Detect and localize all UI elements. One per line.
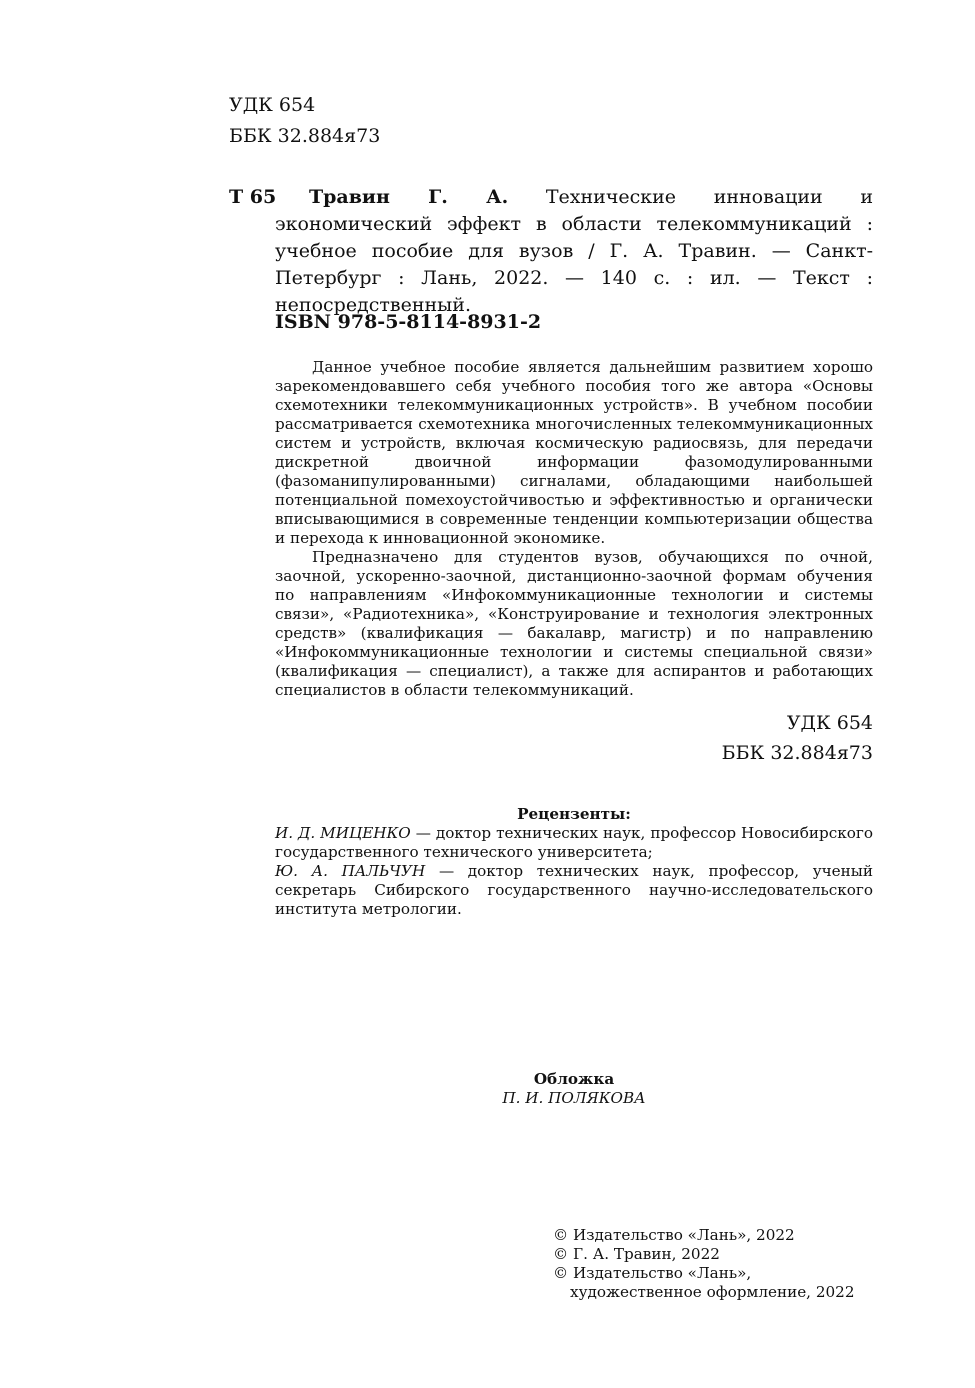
reviewers-block — [275, 805, 873, 919]
entry-description: Технические инновации и экономический эффект в области телекоммуникаций : учебное пособие для вузов / Г. А. Травин. — Санкт-Петербург : Лань, 2022. — 140 с. : ил. — Текст : непосредственный. — [275, 186, 873, 316]
copyright-line: © Издательство «Лань», — [553, 1264, 752, 1282]
copyright-line: © Г. А. Травин, 2022 — [553, 1245, 720, 1263]
udk-code: УДК 654 — [786, 712, 873, 734]
classification-block-bottom — [722, 708, 873, 768]
copyright-line: © Издательство «Лань», 2022 — [553, 1226, 795, 1244]
classification-block-top — [229, 90, 380, 152]
reviewer-name: И. Д. МИЦЕНКО — [275, 824, 411, 842]
reviewer-details: — доктор технических наук, профессор Новосибирского государственного технического университета; — [275, 824, 873, 861]
reviewer-details: — доктор технических наук, профессор, ученый секретарь Сибирского государственного научно-исследовательского института метрологии. — [275, 862, 873, 918]
annotation — [275, 358, 873, 700]
copyright-line: художественное оформление, 2022 — [570, 1283, 855, 1301]
entry-author: Травин Г. А. — [309, 186, 509, 208]
reviewer-entry — [275, 824, 873, 862]
reviewer-entry — [275, 862, 873, 919]
copyright-block — [553, 1226, 855, 1302]
cover-label: Обложка — [533, 1070, 615, 1088]
annotation-paragraph-2: Предназначено для студентов вузов, обучающихся по очной, заочной, ускоренно-заочной, дистанционно-заочной формам обучения по направлениям «Инфокоммуникационные технологии и системы связи», «Радиотехника», «Конструирование и технология электронных средств» (квалификация — бакалавр, магистр) и по направлению «Инфокоммуникационные технологии и системы специальной связи» (квалификация — специалист), а также для аспирантов и работающих специалистов в области телекоммуникаций. — [275, 548, 873, 699]
cover-credit — [275, 1070, 873, 1108]
isbn: ISBN 978-5-8114-8931-2 — [275, 311, 542, 333]
cover-designer: П. И. ПОЛЯКОВА — [502, 1089, 646, 1107]
udk-code: УДК 654 — [229, 94, 316, 116]
reviewers-heading: Рецензенты: — [517, 805, 631, 823]
bbk-code: ББК 32.884я73 — [229, 125, 381, 147]
annotation-paragraph-1: Данное учебное пособие является дальнейшим развитием хорошо зарекомендовавшего себя учебного пособия того же автора «Основы схемотехники телекоммуникационных устройств». В учебном пособии рассматривается схемотехника многочисленных телекоммуникационных систем и устройств, включая космическую радиосвязь, для передачи дискретной двоичной информации фазомодулированными (фазоманипулированными) сигналами, обладающими наибольшей потенциальной помехоустойчивостью и эффективностью и органически вписывающимися в современные тенденции компьютеризации общества и перехода к инновационной экономике. — [275, 358, 873, 547]
bibliographic-entry — [275, 184, 873, 319]
author-sign: Т 65 — [229, 186, 277, 208]
reviewer-name: Ю. А. ПАЛЬЧУН — [275, 862, 426, 880]
bbk-code: ББК 32.884я73 — [721, 742, 873, 764]
